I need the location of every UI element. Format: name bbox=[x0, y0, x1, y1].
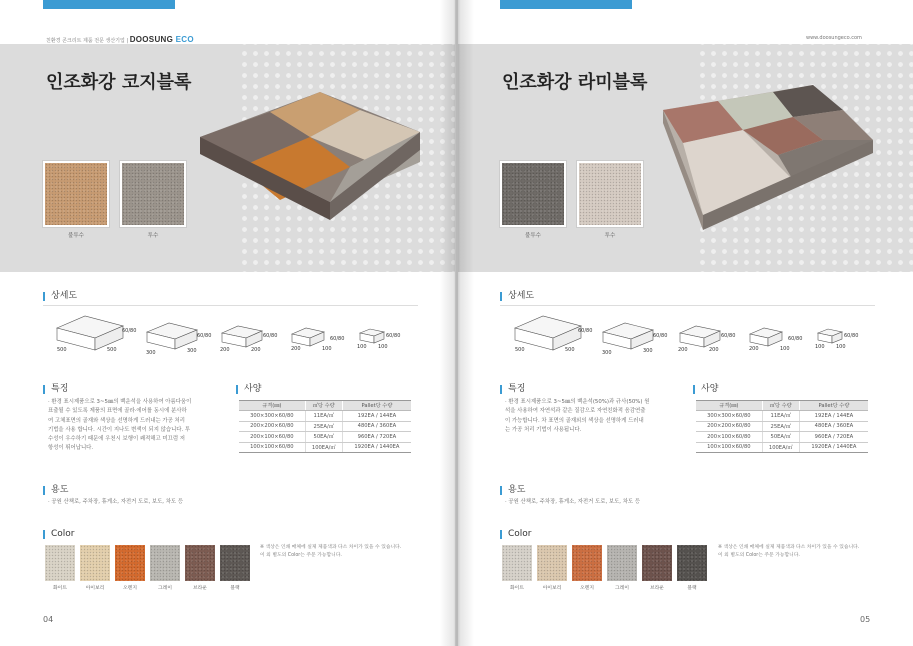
brand-logo: DOOSUNG ECO bbox=[129, 35, 194, 44]
sample-image-impermeable bbox=[43, 161, 109, 227]
block-drawing-100 bbox=[816, 325, 844, 345]
sample-image-impermeable bbox=[500, 161, 566, 227]
block-drawing-500 bbox=[513, 310, 583, 352]
product-hero-image bbox=[200, 92, 420, 252]
color-swatch-brown bbox=[642, 545, 672, 581]
color-swatch-brown bbox=[185, 545, 215, 581]
block-drawing-200 bbox=[678, 322, 723, 350]
block-drawing-200x100 bbox=[290, 324, 326, 348]
page-number: 05 bbox=[860, 615, 871, 624]
sample-label: 불투수 bbox=[68, 233, 84, 239]
color-swatch-ivory bbox=[537, 545, 567, 581]
feature-text: · 환경 표시제품으로 3~5㎜의 백운석(50%)과 규사(50%) 원 석을 사용하여 자연석과 같은 질감으로 자연친화적 음감연출 이 가능합니다. 차 표면의 골재외의 색상을 선명하게 드러내 는 가공 처리 기법이 사용됩니다. bbox=[505, 399, 650, 433]
section-heading-color: Color bbox=[500, 530, 532, 539]
block-drawing-500 bbox=[55, 310, 125, 352]
block-drawing-200 bbox=[220, 322, 265, 350]
block-drawing-300 bbox=[145, 318, 200, 352]
color-swatch-gray bbox=[150, 545, 180, 581]
spec-table: 규격(㎜) ㎡당 수량 Pallet당 수량 300×300×60/80 11EA/㎡ 192EA / 144EA 200×200×60/80 25EA/㎡ 480EA / 360EA 200×100×60/80 50EA/㎡ 960EA / 720EA 100×100×60/80 100EA/㎡ 1920EA / 1440EA bbox=[696, 400, 868, 453]
table-row: 200×200×60/80 25EA/㎡ 480EA / 360EA bbox=[239, 421, 411, 432]
table-row: 100×100×60/80 100EA/㎡ 1920EA / 1440EA bbox=[696, 442, 868, 453]
section-heading-usage: 용도 bbox=[500, 486, 525, 495]
table-row: 300×300×60/80 11EA/㎡ 192EA / 144EA bbox=[239, 411, 411, 422]
section-heading-feature: 특징 bbox=[500, 385, 525, 394]
product-title: 인조화강 라미블록 bbox=[502, 72, 648, 93]
page-number: 04 bbox=[43, 615, 54, 624]
section-heading-feature: 특징 bbox=[43, 385, 68, 394]
table-row: 300×300×60/80 11EA/㎡ 192EA / 144EA bbox=[696, 411, 868, 422]
section-heading-usage: 용도 bbox=[43, 486, 68, 495]
table-row: 200×100×60/80 50EA/㎡ 960EA / 720EA bbox=[696, 432, 868, 443]
spec-table: 규격(㎜) ㎡당 수량 Pallet당 수량 300×300×60/80 11EA/㎡ 192EA / 144EA 200×200×60/80 25EA/㎡ 480EA / 360EA 200×100×60/80 50EA/㎡ 960EA / 720EA 100×100×60/80 100EA/㎡ 1920EA / 1440EA bbox=[239, 400, 411, 453]
table-row: 200×200×60/80 25EA/㎡ 480EA / 360EA bbox=[696, 421, 868, 432]
feature-text: · 환경 표시제품으로 3~5㎜의 백운석을 사용하여 아름다움이 표출될 수 있도록 제품의 표면에 골라·에어를 동시에 분사하 여 고체표면의 골재와 색상을 선명하게 드러내는 가공 처리 기법을 사용 합니다. 시간이 지나도 변색이 되지 않습니다. 투 수성이 우수하기 때문에 우천시 보행이 쾌적해고 미끄럼 저 항성이 뛰어납니다. bbox=[48, 399, 192, 452]
product-hero-image bbox=[663, 85, 873, 240]
product-title: 인조화강 코지블록 bbox=[46, 72, 192, 93]
sample-label: 투수 bbox=[604, 233, 616, 239]
color-swatch-white bbox=[502, 545, 532, 581]
color-note: ※ 색상은 인쇄 매체에 실제 제품색과 다소 차이가 있을 수 있습니다. 이 외 별도의 Color는 주문 가능합니다. bbox=[260, 545, 402, 558]
header-tagline: 친환경 콘크리트 제품 전문 생산기업 | bbox=[46, 38, 129, 44]
sample-image-permeable bbox=[120, 161, 186, 227]
sample-label: 투수 bbox=[147, 233, 159, 239]
color-swatch-orange bbox=[572, 545, 602, 581]
block-drawing-200x100 bbox=[748, 324, 784, 348]
usage-text: · 공원 산책로, 주차장, 휴게소, 자전거 도로, 보도, 차도 등 bbox=[48, 499, 184, 505]
section-heading-spec: 사양 bbox=[236, 385, 261, 394]
section-heading-detail: 상세도 bbox=[500, 292, 534, 301]
section-heading-spec: 사양 bbox=[693, 385, 718, 394]
sample-label: 불투수 bbox=[525, 233, 541, 239]
usage-text: · 공원 산책로, 주차장, 휴게소, 자전거 도로, 보도, 차도 등 bbox=[505, 499, 641, 505]
section-heading-detail: 상세도 bbox=[43, 292, 77, 301]
color-swatch-black bbox=[677, 545, 707, 581]
block-drawing-100 bbox=[358, 325, 386, 345]
color-swatch-white bbox=[45, 545, 75, 581]
table-row: 200×100×60/80 50EA/㎡ 960EA / 720EA bbox=[239, 432, 411, 443]
left-page: 친환경 콘크리트 제품 전문 생산기업 | DOOSUNG ECO 인조화강 코지블록 불투수 투수 상세도 60/80 500 500 60/80 300 300 60/80 200 200 60/80 200 100 60/80 100 100 특징 · 환경 표시제품으로 3~5㎜의 백운석을 사용하여 아름다움이 표출될 수 있도록 제품의 표면에 골라·에어를 동시에 분사하 여 고체표면의 골재와 색상을 선명하게 드러내는 가공 처리 기법을 사용 합니다. 시간이 지나도 변색이 되지 않습니다. 투 수성이 우수하기 때문에 우천시 보행이 쾌적해고 미끄럼 저 항성이 뛰어납니다. 사양 규격(㎜) ㎡당 수량 Pallet당 수량 300×300×60/80 11EA/㎡ 192EA / 144EA 200×200×60/80 25EA/㎡ 480EA / 360EA 200×100×60/80 50EA/㎡ 960EA / 720EA 100×100×60/80 100EA/㎡ 1920EA / 1440EA 용도 · 공원 산책로, 주차장, 휴게소, 자전거 도로, 보도, 차도 등 Color 화이트 아이보리 오렌지 그레이 브라운 블랙 ※ 색상은 인쇄 매체에 실제 제품색과 다소 차이가 있을 수 있습니다. 이 외 별도의 Color는 주문 가능합니다. 04 bbox=[0, 0, 455, 646]
website-url: www.doosungeco.com bbox=[806, 35, 862, 41]
color-swatch-ivory bbox=[80, 545, 110, 581]
color-note: ※ 색상은 인쇄 매체에 실제 제품색과 다소 차이가 있을 수 있습니다. 이 외 별도의 Color는 주문 가능합니다. bbox=[718, 545, 860, 558]
color-swatch-black bbox=[220, 545, 250, 581]
color-swatch-orange bbox=[115, 545, 145, 581]
top-accent-bar bbox=[43, 0, 175, 9]
right-page: www.doosungeco.com 인조화강 라미블록 불투수 투수 상세도 60/80 500 500 60/80 300 300 60/80 200 200 60/80 200 100 60/80 100 100 특징 · 환경 표시제품으로 3~5㎜의 백운석(50%)과 규사(50%) 원 석을 사용하여 자연석과 같은 질감으로 자연친화적 음감연출 이 가능합니다. 차 표면의 골재외의 색상을 선명하게 드러내 는 가공 처리 기법이 사용됩니다. 사양 규격(㎜) ㎡당 수량 Pallet당 수량 300×300×60/80 11EA/㎡ 192EA / 144EA 200×200×60/80 25EA/㎡ 480EA / 360EA 200×100×60/80 50EA/㎡ 960EA / 720EA 100×100×60/80 100EA/㎡ 1920EA / 1440EA 용도 · 공원 산책로, 주차장, 휴게소, 자전거 도로, 보도, 차도 등 Color 화이트 아이보리 오렌지 그레이 브라운 블랙 ※ 색상은 인쇄 매체에 실제 제품색과 다소 차이가 있을 수 있습니다. 이 외 별도의 Color는 주문 가능합니다. 05 bbox=[458, 0, 913, 646]
section-heading-color: Color bbox=[43, 530, 75, 539]
color-swatch-gray bbox=[607, 545, 637, 581]
page-header bbox=[46, 35, 194, 44]
table-row: 100×100×60/80 100EA/㎡ 1920EA / 1440EA bbox=[239, 442, 411, 453]
block-drawing-300 bbox=[601, 318, 656, 352]
book-spine-shadow bbox=[440, 0, 474, 646]
sample-image-permeable bbox=[577, 161, 643, 227]
top-accent-bar bbox=[500, 0, 632, 9]
